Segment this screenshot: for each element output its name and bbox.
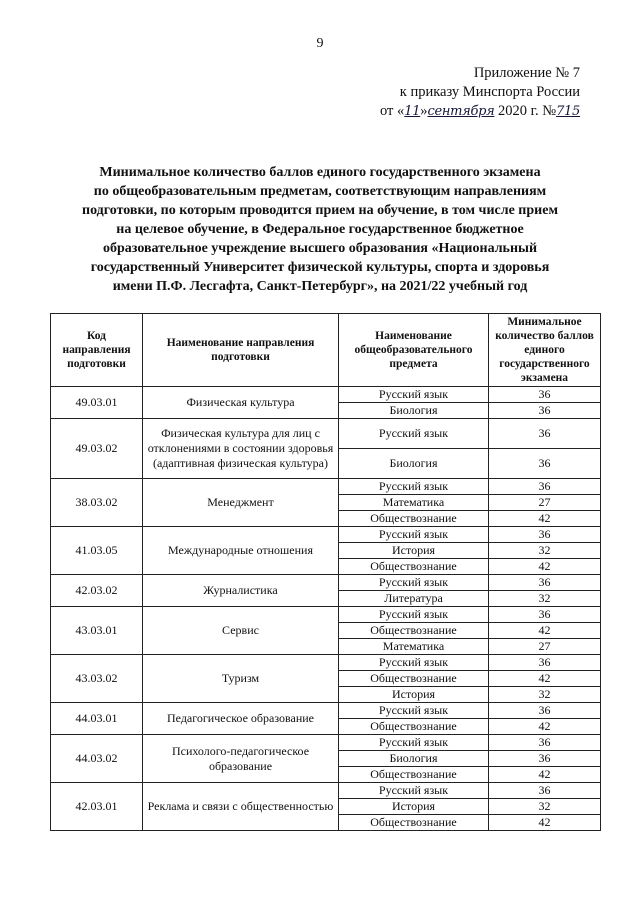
table-header-row (51, 314, 601, 387)
table-row (51, 735, 601, 751)
direction-code: 44.03.02 (51, 735, 143, 783)
subject-name: Русский язык (339, 387, 489, 403)
subject-name: Математика (339, 639, 489, 655)
table-row (51, 575, 601, 591)
min-score: 42 (489, 719, 601, 735)
min-score: 36 (489, 575, 601, 591)
direction-code: 44.03.01 (51, 703, 143, 735)
subject-name: Обществознание (339, 671, 489, 687)
subject-name: История (339, 799, 489, 815)
direction-code: 49.03.01 (51, 387, 143, 419)
direction-name: Физическая культура для лиц с отклонениями в состоянии здоровья (адаптивная физическая культура) (143, 419, 339, 479)
direction-code: 42.03.02 (51, 575, 143, 607)
min-score: 42 (489, 511, 601, 527)
table-row (51, 479, 601, 495)
table-row (51, 387, 601, 403)
title-line: Минимальное количество баллов единого государственного экзамена (99, 165, 541, 180)
subject-name: Русский язык (339, 655, 489, 671)
table-row (51, 783, 601, 799)
subject-name: Биология (339, 751, 489, 767)
direction-name: Журналистика (143, 575, 339, 607)
subject-name: Русский язык (339, 575, 489, 591)
direction-name: Психолого-педагогическое образование (143, 735, 339, 783)
direction-name: Физическая культура (143, 387, 339, 419)
min-score: 42 (489, 623, 601, 639)
subject-name: Русский язык (339, 419, 489, 449)
min-score: 42 (489, 815, 601, 831)
header-name: Наименование направления подготовки (143, 314, 339, 387)
direction-name: Сервис (143, 607, 339, 655)
table-row (51, 607, 601, 623)
direction-name: Туризм (143, 655, 339, 703)
direction-code: 38.03.02 (51, 479, 143, 527)
min-score: 42 (489, 767, 601, 783)
annex-date-prefix: от « (380, 103, 405, 119)
subject-name: Русский язык (339, 703, 489, 719)
min-score: 42 (489, 671, 601, 687)
subject-name: Русский язык (339, 735, 489, 751)
annex-date-mid: » (420, 103, 428, 119)
min-score: 36 (489, 607, 601, 623)
subject-name: Обществознание (339, 559, 489, 575)
title-line: образовательное учреждение высшего образования «Национальный (102, 241, 538, 256)
annex-date-day: 11 (404, 104, 421, 119)
min-score: 36 (489, 783, 601, 799)
table-body (51, 387, 601, 831)
direction-name: Педагогическое образование (143, 703, 339, 735)
table-row (51, 703, 601, 719)
min-score: 36 (489, 751, 601, 767)
subject-name: Обществознание (339, 511, 489, 527)
direction-code: 42.03.01 (51, 783, 143, 831)
annex-date-year: 2020 г. № (498, 103, 557, 119)
annex-order-ref: к приказу Минспорта России (399, 84, 580, 100)
annex-date-line (380, 102, 580, 121)
title-line: государственный Университет физической культуры, спорта и здоровья (90, 260, 550, 275)
header-code: Код направления подготовки (51, 314, 143, 387)
table-row (51, 655, 601, 671)
annex-order-number: 715 (556, 104, 580, 119)
min-score: 36 (489, 419, 601, 449)
subject-name: Обществознание (339, 719, 489, 735)
scores-table (50, 313, 601, 831)
subject-name: Обществознание (339, 767, 489, 783)
direction-name: Реклама и связи с общественностью (143, 783, 339, 831)
min-score: 32 (489, 687, 601, 703)
document-title (60, 163, 580, 296)
subject-name: История (339, 687, 489, 703)
min-score: 36 (489, 527, 601, 543)
header-subject: Наименование общеобразовательного предмета (339, 314, 489, 387)
subject-name: Обществознание (339, 623, 489, 639)
title-line: подготовки, по которым проводится прием на обучение, в том числе прием (82, 203, 558, 218)
direction-code: 49.03.02 (51, 419, 143, 479)
annex-date-month: сентября (427, 104, 495, 119)
min-score: 36 (489, 479, 601, 495)
title-line: имени П.Ф. Лесгафта, Санкт-Петербург», на 2021/22 учебный год (112, 279, 528, 294)
subject-name: Русский язык (339, 479, 489, 495)
min-score: 36 (489, 703, 601, 719)
subject-name: Биология (339, 449, 489, 479)
direction-code: 43.03.01 (51, 607, 143, 655)
subject-name: Биология (339, 403, 489, 419)
subject-name: Обществознание (339, 815, 489, 831)
annex-title: Приложение № 7 (473, 65, 580, 81)
subject-name: Русский язык (339, 607, 489, 623)
header-min-score: Минимальное количество баллов единого государственного экзамена (489, 314, 601, 387)
subject-name: Математика (339, 495, 489, 511)
min-score: 42 (489, 559, 601, 575)
direction-name: Международные отношения (143, 527, 339, 575)
table-row (51, 527, 601, 543)
min-score: 32 (489, 543, 601, 559)
page-number: 9 (316, 36, 324, 51)
direction-name: Менеджмент (143, 479, 339, 527)
min-score: 36 (489, 735, 601, 751)
min-score: 36 (489, 387, 601, 403)
min-score: 36 (489, 403, 601, 419)
min-score: 27 (489, 639, 601, 655)
direction-code: 41.03.05 (51, 527, 143, 575)
min-score: 27 (489, 495, 601, 511)
subject-name: Русский язык (339, 527, 489, 543)
annex-block (380, 64, 580, 121)
min-score: 36 (489, 655, 601, 671)
min-score: 32 (489, 799, 601, 815)
min-score: 36 (489, 449, 601, 479)
subject-name: Русский язык (339, 783, 489, 799)
title-line: на целевое обучение, в Федеральное государственное бюджетное (116, 222, 524, 237)
title-line: по общеобразовательным предметам, соответствующим направлениям (93, 184, 547, 199)
direction-code: 43.03.02 (51, 655, 143, 703)
table-row (51, 419, 601, 449)
min-score: 32 (489, 591, 601, 607)
subject-name: История (339, 543, 489, 559)
subject-name: Литература (339, 591, 489, 607)
